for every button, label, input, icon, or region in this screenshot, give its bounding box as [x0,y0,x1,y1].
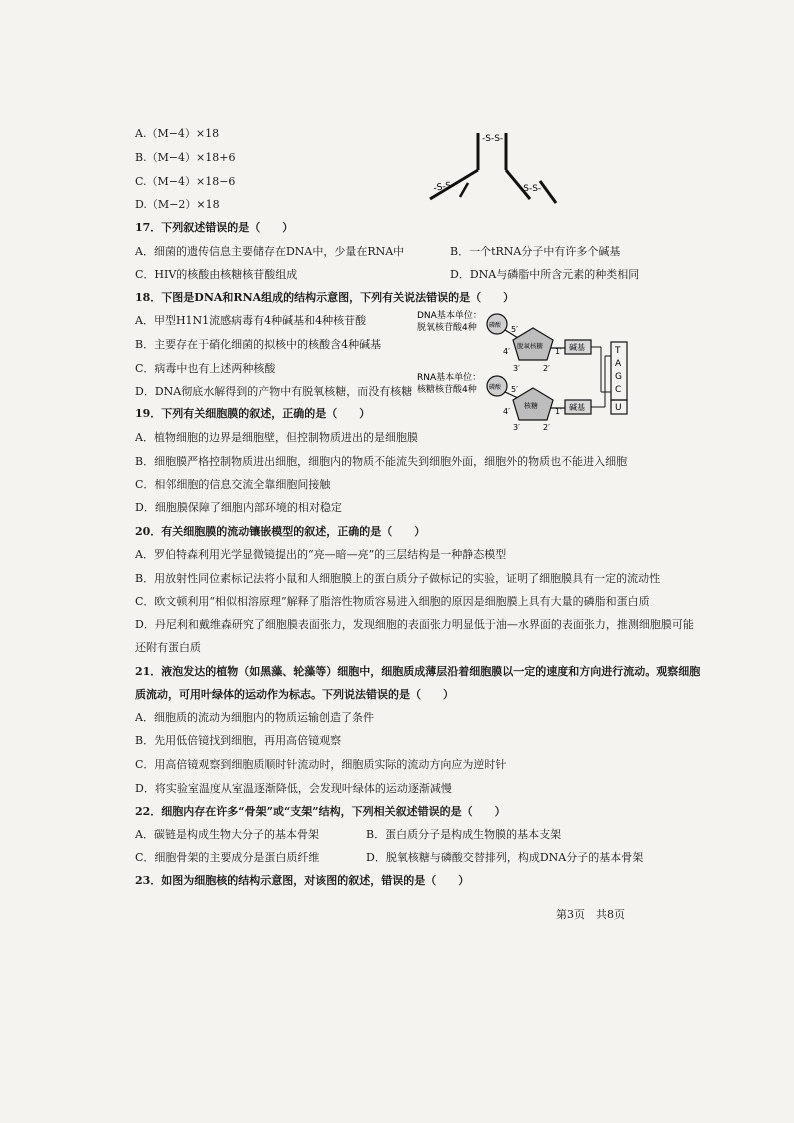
q21-stem-line2: 质流动，可用叶绿体的运动作为标志。下列说法错误的是（ ） [135,688,454,701]
base-letter-g: G [615,372,622,382]
q20-stem: 20．有关细胞膜的流动镶嵌模型的叙述，正确的是（ ） [135,525,426,538]
rna-3prime: 3′ [513,423,520,432]
q20-option-d-line1: D．丹尼利和戴维森研究了细胞膜表面张力，发现细胞的表面张力明显低于油—水界面的表面张力，推测细胞膜可能 [135,618,694,631]
q18-option-d: D．DNA彻底水解得到的产物中有脱氧核糖，而没有核糖 [135,385,413,398]
disulfide-label-top: -S-S- [482,134,504,144]
q20-option-d-line2: 还附有蛋白质 [135,641,201,654]
q21-option-a: A．细胞质的流动为细胞内的物质运输创造了条件 [135,711,374,724]
rna-phosphate-label: 磷酸 [489,384,502,391]
q19-stem: 19．下列有关细胞膜的叙述，正确的是（ ） [135,407,371,420]
ribose-label: 核糖 [524,402,538,410]
q16-option-c: C.（M−4）×18−6 [135,175,236,188]
q17-option-c: C．HIV的核酸由核糖核苷酸组成 [135,268,298,281]
q21-stem-line1: 21．液泡发达的植物（如黑藻、轮藻等）细胞中，细胞质成薄层沿着细胞膜以一定的速度和方向进行流动。观察细胞 [135,665,701,678]
dna-2prime: 2′ [543,364,550,373]
dna-base-label: 碱基 [569,343,585,352]
disulfide-label-left: -S-S- [432,180,456,194]
q17-option-b: B．一个tRNA分子中有许多个碱基 [450,245,621,258]
base-letter-a: A [615,359,622,369]
q22-option-b: B．蛋白质分子是构成生物膜的基本支架 [366,828,562,841]
q17-option-a: A．细菌的遗传信息主要储存在DNA中，少量在RNA中 [135,245,405,258]
rna-base-label: 碱基 [569,403,585,412]
q20-option-b: B．用放射性同位素标记法将小鼠和人细胞膜上的蛋白质分子做标记的实验，证明了细胞膜具有一定的流动性 [135,572,661,585]
dna-3prime: 3′ [513,364,520,373]
rna-5prime: 5′ [511,385,518,394]
rna-4prime: 4′ [503,407,510,416]
q21-option-b: B．先用低倍镜找到细胞，再用高倍镜观察 [135,734,342,747]
q19-option-d: D．细胞膜保障了细胞内部环境的相对稳定 [135,501,342,514]
q22-option-d: D．脱氧核糖与磷酸交替排列，构成DNA分子的基本骨架 [366,851,644,864]
q21-option-c: C．用高倍镜观察到细胞质顺时针流动时，细胞质实际的流动方向应为逆时针 [135,758,507,771]
dna-4prime: 4′ [503,347,510,356]
dna-1prime: 1′ [555,347,562,356]
base-letter-t: T [615,346,621,356]
dna-5prime: 5′ [511,325,518,334]
q18-option-a: A．甲型H1N1流感病毒有4种碱基和4种核苷酸 [135,314,367,327]
q19-option-c: C．相邻细胞的信息交流全靠细胞间接触 [135,478,331,491]
dna-phosphate-label: 磷酸 [489,322,502,329]
dna-unit-label: DNA基本单位： [417,311,482,321]
rna-unit-count: 核糖核苷酸4种 [417,385,477,395]
q20-option-a: A．罗伯特森利用光学显微镜提出的“亮—暗—亮”的三层结构是一种静态模型 [135,548,507,561]
page-number: 第3页 共8页 [556,908,625,921]
q22-stem: 22．细胞内存在许多“骨架”或“支架”结构，下列相关叙述错误的是（ ） [135,805,506,818]
dna-unit-count: 脱氧核苷酸4种 [417,323,477,333]
q19-option-b: B．细胞膜严格控制物质进出细胞，细胞内的物质不能流失到细胞外面，细胞外的物质也不能进入细胞 [135,455,628,468]
q18-stem: 18．下图是DNA和RNA组成的结构示意图，下列有关说法错误的是（ ） [135,291,515,304]
q18-option-b: B．主要存在于硝化细菌的拟核中的核酸含4种碱基 [135,338,382,351]
q22-option-c: C．细胞骨架的主要成分是蛋白质纤维 [135,851,320,864]
q23-stem: 23．如图为细胞核的结构示意图，对该图的叙述，错误的是（ ） [135,874,470,887]
disulfide-bond-diagram [420,125,560,210]
nucleotide-structure-diagram [415,308,635,433]
q18-option-c: C．病毒中也有上述两种核酸 [135,362,276,375]
q19-option-a: A．植物细胞的边界是细胞壁，但控制物质进出的是细胞膜 [135,431,418,444]
base-letter-c: C [615,385,622,395]
rna-1prime: 1′ [555,407,562,416]
q22-option-a: A．碳链是构成生物大分子的基本骨架 [135,828,319,841]
q16-option-b: B.（M−4）×18+6 [135,151,236,164]
q16-option-a: A.（M−4）×18 [135,127,220,140]
q16-option-d: D.（M−2）×18 [135,198,220,211]
base-letter-u: U [615,403,622,413]
rna-2prime: 2′ [543,423,550,432]
q21-option-d: D．将实验室温度从室温逐渐降低，会发现叶绿体的运动逐渐减慢 [135,782,452,795]
q20-option-c: C．欧文顿利用“相似相溶原理”解释了脂溶性物质容易进入细胞的原因是细胞膜上具有大量的磷脂和蛋白质 [135,595,650,608]
rna-unit-label: RNA基本单位： [417,373,482,383]
q17-option-d: D．DNA与磷脂中所含元素的种类相同 [450,268,640,281]
q17-stem: 17．下列叙述错误的是（ ） [135,221,294,234]
disulfide-label-right: -S-S- [520,184,542,194]
deoxyribose-label: 脱氧核糖 [517,342,543,350]
